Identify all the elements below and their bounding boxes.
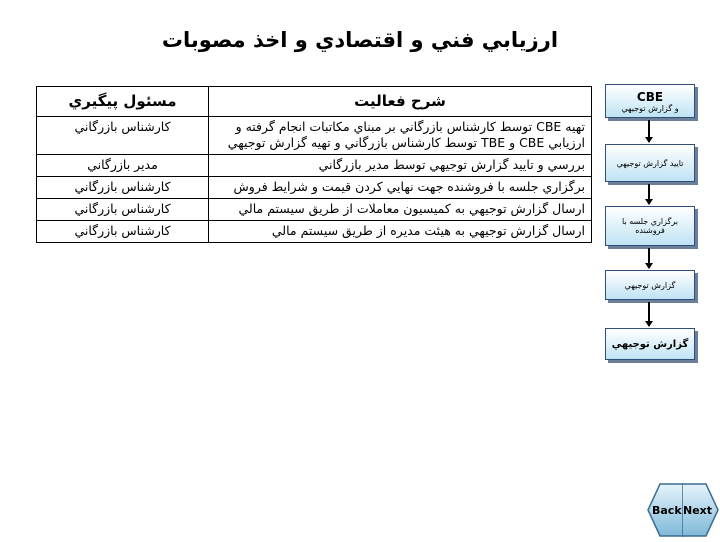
- owner-cell: مدير بازرگاني: [37, 155, 209, 177]
- table-header-row: [37, 87, 592, 117]
- flow-arrow: [648, 302, 650, 326]
- next-button[interactable]: [682, 482, 720, 538]
- activity-cell: بررسي و تاييد گزارش توجيهي توسط مدير بازرگاني: [209, 155, 592, 177]
- back-label: Back: [652, 504, 682, 517]
- flow-arrow: [648, 120, 650, 142]
- flow-step-approve: [605, 144, 695, 182]
- flow-step-meeting-label: برگزاري جلسه با فروشنده: [622, 217, 678, 235]
- slide-navigation: [646, 482, 718, 538]
- flow-step-final-report: [605, 328, 695, 360]
- table-row: [37, 117, 592, 155]
- table-row: [37, 221, 592, 243]
- flow-step-cbe-subtitle: و گزارش توجيهي: [621, 103, 679, 113]
- table-row: [37, 199, 592, 221]
- page-title: ارزيابي فني و اقتصادي و اخذ مصوبات: [161, 28, 559, 52]
- activity-cell: ارسال گزارش توجيهي به كميسيون معاملات از طريق سيستم مالي: [209, 199, 592, 221]
- owner-cell: كارشناس بازرگاني: [37, 177, 209, 199]
- activity-column-header: شرح فعاليت: [209, 87, 592, 117]
- owner-cell: كارشناس بازرگاني: [37, 199, 209, 221]
- table-row: [37, 177, 592, 199]
- flow-step-meeting: [605, 206, 695, 246]
- flow-arrow: [648, 248, 650, 268]
- flow-step-cbe: [605, 84, 695, 118]
- owner-column-header: مسئول پيگيري: [37, 87, 209, 117]
- flow-arrow: [648, 184, 650, 204]
- owner-cell: كارشناس بازرگاني: [37, 117, 209, 155]
- owner-cell: كارشناس بازرگاني: [37, 221, 209, 243]
- activity-cell: برگزاري جلسه با فروشنده جهت نهايي كردن قيمت و شرايط فروش: [209, 177, 592, 199]
- flow-step-report: [605, 270, 695, 300]
- flow-step-final-report-label: گزارش توجيهي: [611, 338, 689, 350]
- activity-table: [36, 86, 592, 243]
- back-button[interactable]: [646, 482, 684, 538]
- flow-step-cbe-title: CBE: [636, 89, 664, 104]
- next-label: Next: [683, 504, 713, 517]
- table-row: [37, 155, 592, 177]
- activity-cell: ارسال گزارش توجيهي به هيئت مديره از طريق سيستم مالي: [209, 221, 592, 243]
- activity-cell: تهيه CBE توسط كارشناس بازرگاني بر مبناي مكاتبات انجام گرفته و ارزيابي CBE و TBE توسط كارشناس بازرگاني و تهيه گزارش توجيهي: [209, 117, 592, 155]
- flow-step-report-label: گزارش توجيهي: [624, 280, 676, 290]
- flow-step-approve-label: تاييد گزارش توجيهي: [616, 158, 684, 168]
